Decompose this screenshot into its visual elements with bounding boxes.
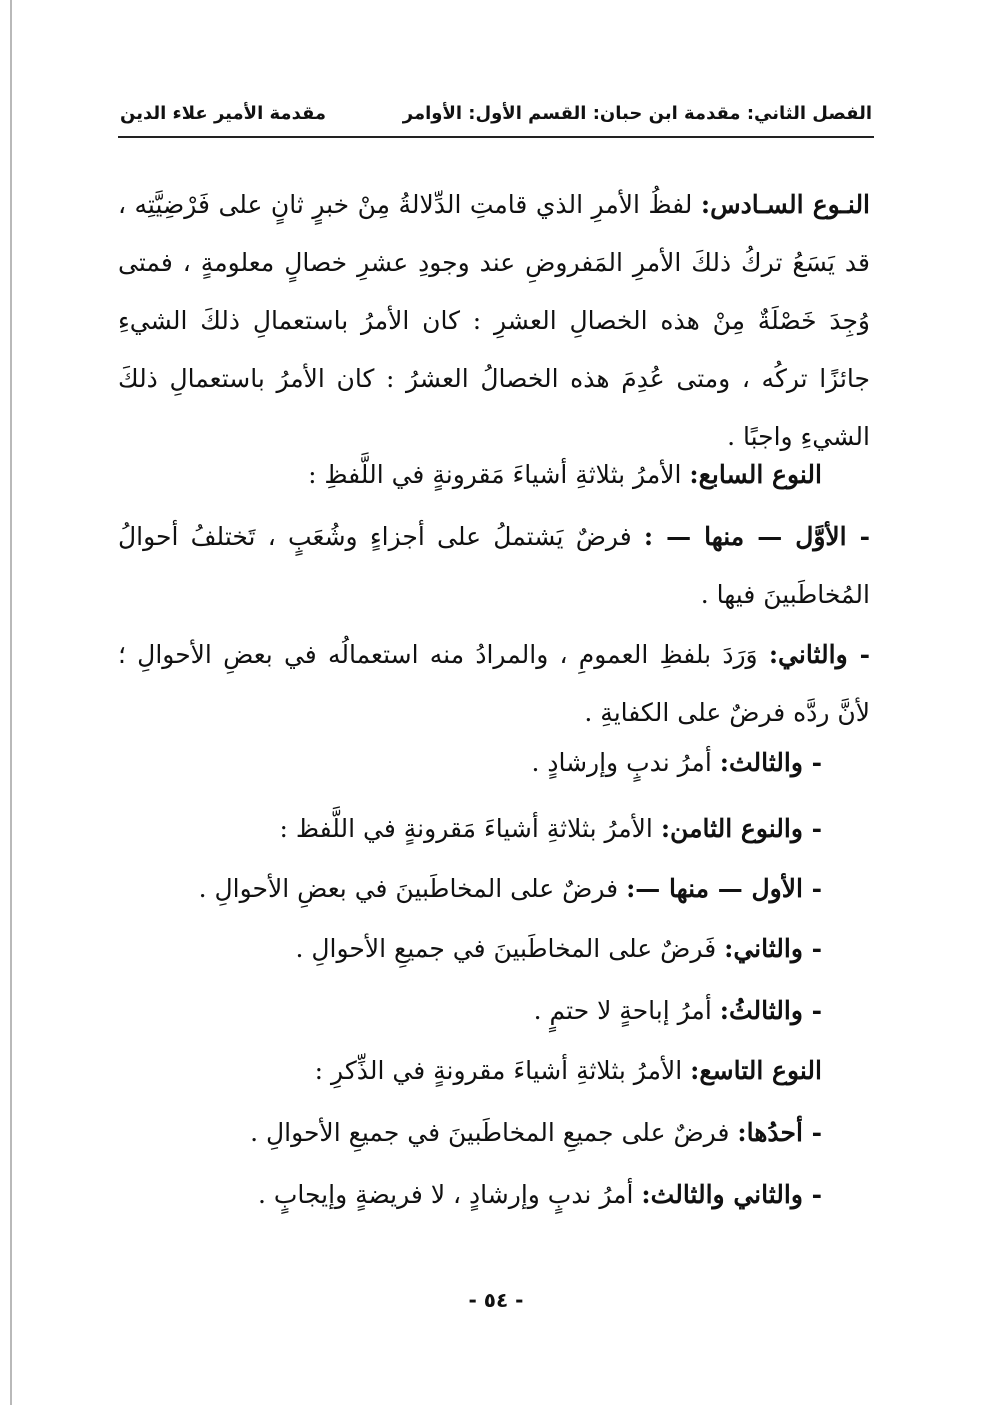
running-header [120,96,872,130]
chapter-title: الفصل الثاني: مقدمة ابن حبان: القسم الأول: الأوامر [402,102,872,124]
list-item [118,926,822,972]
header-rule [118,136,874,138]
item-text: أمرُ ندبٍ وإرشادٍ . [531,748,720,777]
item-text: فرضٌ على المخاطَبينَ في بعضِ الأحوالِ . [198,874,627,903]
paragraph-seventh-type [118,446,822,504]
paragraph-text: لفظُ الأمرِ الذي قامتِ الدِّلالةُ مِنْ خبرٍ ثانٍ على فَرْضِيَّتِه ، قد يَسَعُ تركُ ذلكَ الأمرِ المَفروضِ عند وجودِ عشرِ خصالٍ معلومةٍ ، فمتى وُجِدَ خَصْلَةٌ مِنْ هذه الخصالِ العشرِ : كان الأمرُ باستعمالِ ذلكَ الشيءِ جائزًا تركُه ، ومتى عُدِمَ هذه الخصالُ العشرُ : كان الأمرُ باستعمالِ ذلكَ الشيءِ واجبًا . [118,190,870,451]
paragraph-lead: النـوع السـادس: [700,190,871,219]
item-lead: - أحدُها: [737,1118,822,1147]
paragraph-text: وَرَدَ بلفظِ العمومِ ، والمرادُ منه استعمالُه في بعضِ الأحوالِ ؛ لأنَّ ردَّه فرضٌ على الكفايةِ . [118,640,870,727]
list-item [118,1172,822,1218]
item-lead: النوع التاسع: [690,1056,822,1085]
item-lead: - والنوع الثامن: [660,814,822,843]
item-lead: - والثالثُ: [719,996,822,1025]
paragraph-lead: - والثاني: [768,640,871,669]
list-item [118,1048,822,1094]
item-lead: - والثالث: [719,748,822,777]
paragraph-text: الأمرُ بثلاثةِ أشياءَ مَقرونةٍ في اللَّفظِ : [308,460,690,489]
item-lead: - والثاني والثالث: [641,1180,822,1209]
item-text: فرضٌ على جميعِ المخاطَبينَ في جميعِ الأحوالِ . [250,1118,738,1147]
list-item [118,1110,822,1156]
list-item [118,866,822,912]
list-item [118,806,822,852]
page-edge [10,0,12,1405]
book-title: مقدمة الأمير علاء الدين [120,102,327,124]
list-item [118,740,822,786]
paragraph-second-item [118,626,870,742]
paragraph-text: فرضٌ يَشتملُ على أجزاءٍ وشُعَبٍ ، تَختلفُ أحوالُ المُخاطَبينَ فيها . [118,522,870,609]
item-text: الأمرُ بثلاثةِ أشياءَ مَقرونةٍ في اللَّفظ : [279,814,661,843]
item-text: أمرُ ندبٍ وإرشادٍ ، لا فريضةٍ وإيجابٍ . [257,1180,642,1209]
page-number: - ٥٤ - [468,1288,524,1312]
item-lead: - والثاني: [724,934,822,963]
paragraph-first-item [118,508,870,624]
paragraph-lead: النوع السابع: [689,460,822,489]
paragraph-lead: - الأوَّل — منها — : [643,522,870,551]
list-item [118,988,822,1034]
item-text: الأمرُ بثلاثةِ أشياءَ مقرونةٍ في الذِّكرِ : [314,1056,691,1085]
paragraph-sixth-type [118,176,870,466]
item-text: فَرضٌ على المخاطَبينَ في جميعِ الأحوالِ . [295,934,725,963]
item-lead: - الأول — منها —: [626,874,822,903]
item-text: أمرُ إباحةٍ لا حتمٍ . [533,996,720,1025]
